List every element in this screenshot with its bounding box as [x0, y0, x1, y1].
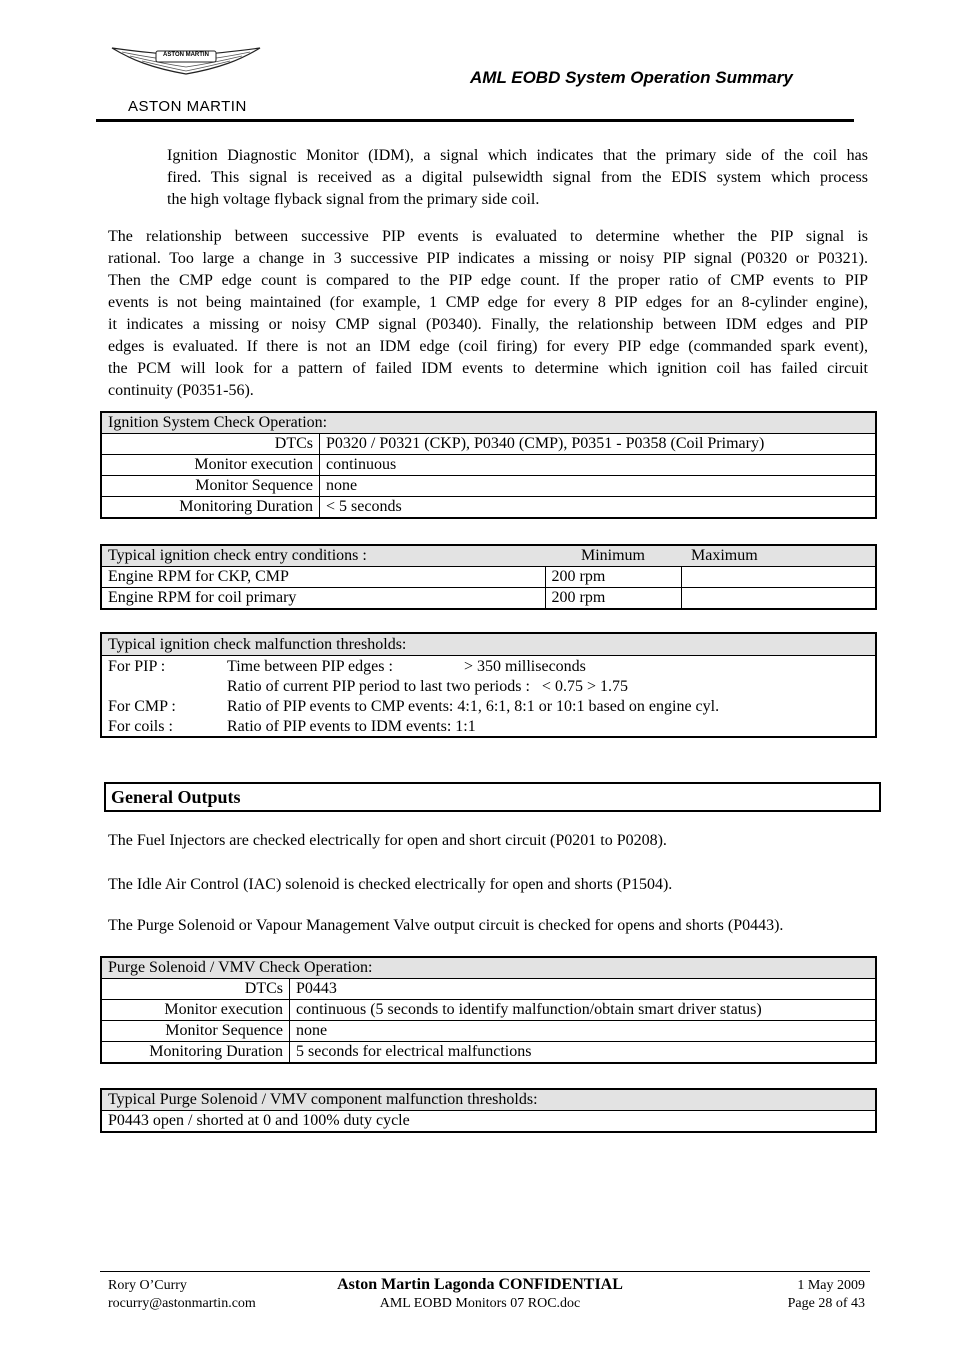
outputs-paragraph: The Purge Solenoid or Vapour Management Valve output circuit is checked for opens and shorts (P0443).: [108, 917, 784, 934]
body-line: the PCM will look for a pattern of failed IDM events to determine which ignition coil has failed circuit: [108, 360, 868, 377]
row-label: Monitor execution: [101, 1000, 290, 1021]
table-heading: Typical Purge Solenoid / VMV component malfunction thresholds:: [101, 1089, 876, 1111]
logo-badge-text: ASTON MARTIN: [163, 52, 209, 58]
intro-line: Ignition Diagnostic Monitor (IDM), a signal which indicates that the primary side of the coil has: [167, 147, 868, 164]
cmp-label: For CMP :: [108, 698, 176, 715]
thresholds-heading: Typical ignition check malfunction thresholds:: [102, 634, 875, 656]
row-value: continuous: [320, 455, 877, 476]
intro-line: the high voltage flyback signal from the primary side coil.: [167, 191, 540, 208]
row-label: Monitoring Duration: [101, 1042, 290, 1064]
row-value: P0320 / P0321 (CKP), P0340 (CMP), P0351 - P0358 (Coil Primary): [320, 434, 877, 455]
ignition-check-table: [100, 411, 877, 519]
entry-conditions-table: [100, 544, 877, 610]
purge-check-table: [100, 956, 877, 1064]
table-row: [101, 979, 876, 1000]
table-row: [101, 434, 876, 455]
row-label: Engine RPM for coil primary: [101, 588, 545, 610]
body-line: events is not being maintained (for example, 1 CMP edge for every 8 PIP edges for an 8-cylinder engine),: [108, 294, 868, 311]
logo-wordmark: ASTON MARTIN: [128, 98, 247, 115]
coil-label: For coils :: [108, 718, 173, 735]
section-heading-general-outputs: General Outputs: [104, 782, 881, 812]
row-value: none: [290, 1021, 877, 1042]
row-value: continuous (5 seconds to identify malfunction/obtain smart driver status): [290, 1000, 877, 1021]
row-label: Monitoring Duration: [101, 497, 320, 519]
pip-label: For PIP :: [108, 658, 166, 675]
intro-line: fired. This signal is received as a digital pulsewidth signal from the EDIS system which process: [167, 169, 868, 186]
thresholds-box: [100, 632, 877, 738]
coil-value: Ratio of PIP events to IDM events: 1:1: [227, 718, 476, 735]
footer-page-number: Page 28 of 43: [787, 1296, 865, 1311]
document-header-title: AML EOBD System Operation Summary: [470, 68, 793, 87]
row-label: DTCs: [101, 434, 320, 455]
row-value: P0443 open / shorted at 0 and 100% duty cycle: [101, 1111, 876, 1133]
table-row: [101, 497, 876, 519]
purge-thresholds-table: [100, 1088, 877, 1133]
pip-ratio: Ratio of current PIP period to last two periods : < 0.75 > 1.75: [227, 678, 628, 695]
maximum-header: Maximum: [681, 545, 876, 567]
table-heading: Purge Solenoid / VMV Check Operation:: [101, 957, 876, 979]
footer-doc-name: AML EOBD Monitors 07 ROC.doc: [379, 1296, 581, 1311]
cmp-value: Ratio of PIP events to CMP events: 4:1, 6:1, 8:1 or 10:1 based on engine cyl.: [227, 698, 720, 715]
body-line: Then the CMP edge count is compared to the PIP edge count. If the proper ratio of CMP events to PIP: [108, 272, 868, 289]
aston-martin-wings-logo: [110, 42, 262, 82]
body-line: it indicates a missing or noisy CMP signal (P0340). Finally, the relationship between IDM edges and PIP: [108, 316, 868, 333]
pip-time-label: Time between PIP edges :: [227, 658, 393, 675]
row-min: 200 rpm: [545, 567, 681, 588]
row-label: Monitor Sequence: [101, 476, 320, 497]
footer-date: 1 May 2009: [797, 1278, 865, 1293]
table-row: [101, 1042, 876, 1064]
minimum-header: Minimum: [545, 545, 681, 567]
body-line: rational. Too large a change in 3 successive PIP indicates a missing or noisy PIP signal (P0320 or P0321).: [108, 250, 868, 267]
table-row: [101, 1111, 876, 1133]
table-row: [101, 455, 876, 476]
table-heading: Typical ignition check entry conditions :: [101, 545, 545, 567]
table-row: [101, 1021, 876, 1042]
row-label: Monitor Sequence: [101, 1021, 290, 1042]
row-label: Engine RPM for CKP, CMP: [101, 567, 545, 588]
body-line: edges is evaluated. If there is not an IDM edge (coil firing) for every PIP edge (commanded spark event),: [108, 338, 868, 355]
row-label: DTCs: [101, 979, 290, 1000]
outputs-paragraph: The Fuel Injectors are checked electrically for open and short circuit (P0201 to P0208).: [108, 832, 667, 849]
pip-time-value: > 350 milliseconds: [464, 658, 586, 675]
row-value: none: [320, 476, 877, 497]
header-rule: [96, 119, 854, 122]
row-value: 5 seconds for electrical malfunctions: [290, 1042, 877, 1064]
row-value: < 5 seconds: [320, 497, 877, 519]
footer-author: Rory O’Curry: [108, 1278, 187, 1293]
footer-email: rocurry@astonmartin.com: [108, 1296, 256, 1311]
row-min: 200 rpm: [545, 588, 681, 610]
table-row: [101, 588, 876, 610]
outputs-paragraph: The Idle Air Control (IAC) solenoid is checked electrically for open and shorts (P1504).: [108, 876, 673, 893]
body-paragraph: [108, 226, 868, 402]
footer-confidential: Aston Martin Lagonda CONFIDENTIAL: [337, 1276, 623, 1293]
footer-rule: [100, 1271, 870, 1272]
row-max: [681, 567, 876, 588]
row-label: Monitor execution: [101, 455, 320, 476]
body-line: The relationship between successive PIP events is evaluated to determine whether the PIP signal is: [108, 228, 868, 245]
row-value: P0443: [290, 979, 877, 1000]
table-row: [101, 1000, 876, 1021]
row-max: [681, 588, 876, 610]
table-row: [101, 476, 876, 497]
table-heading: Ignition System Check Operation:: [101, 412, 876, 434]
table-row: [101, 567, 876, 588]
intro-paragraph: [167, 145, 868, 211]
body-line: continuity (P0351-56).: [108, 382, 254, 399]
